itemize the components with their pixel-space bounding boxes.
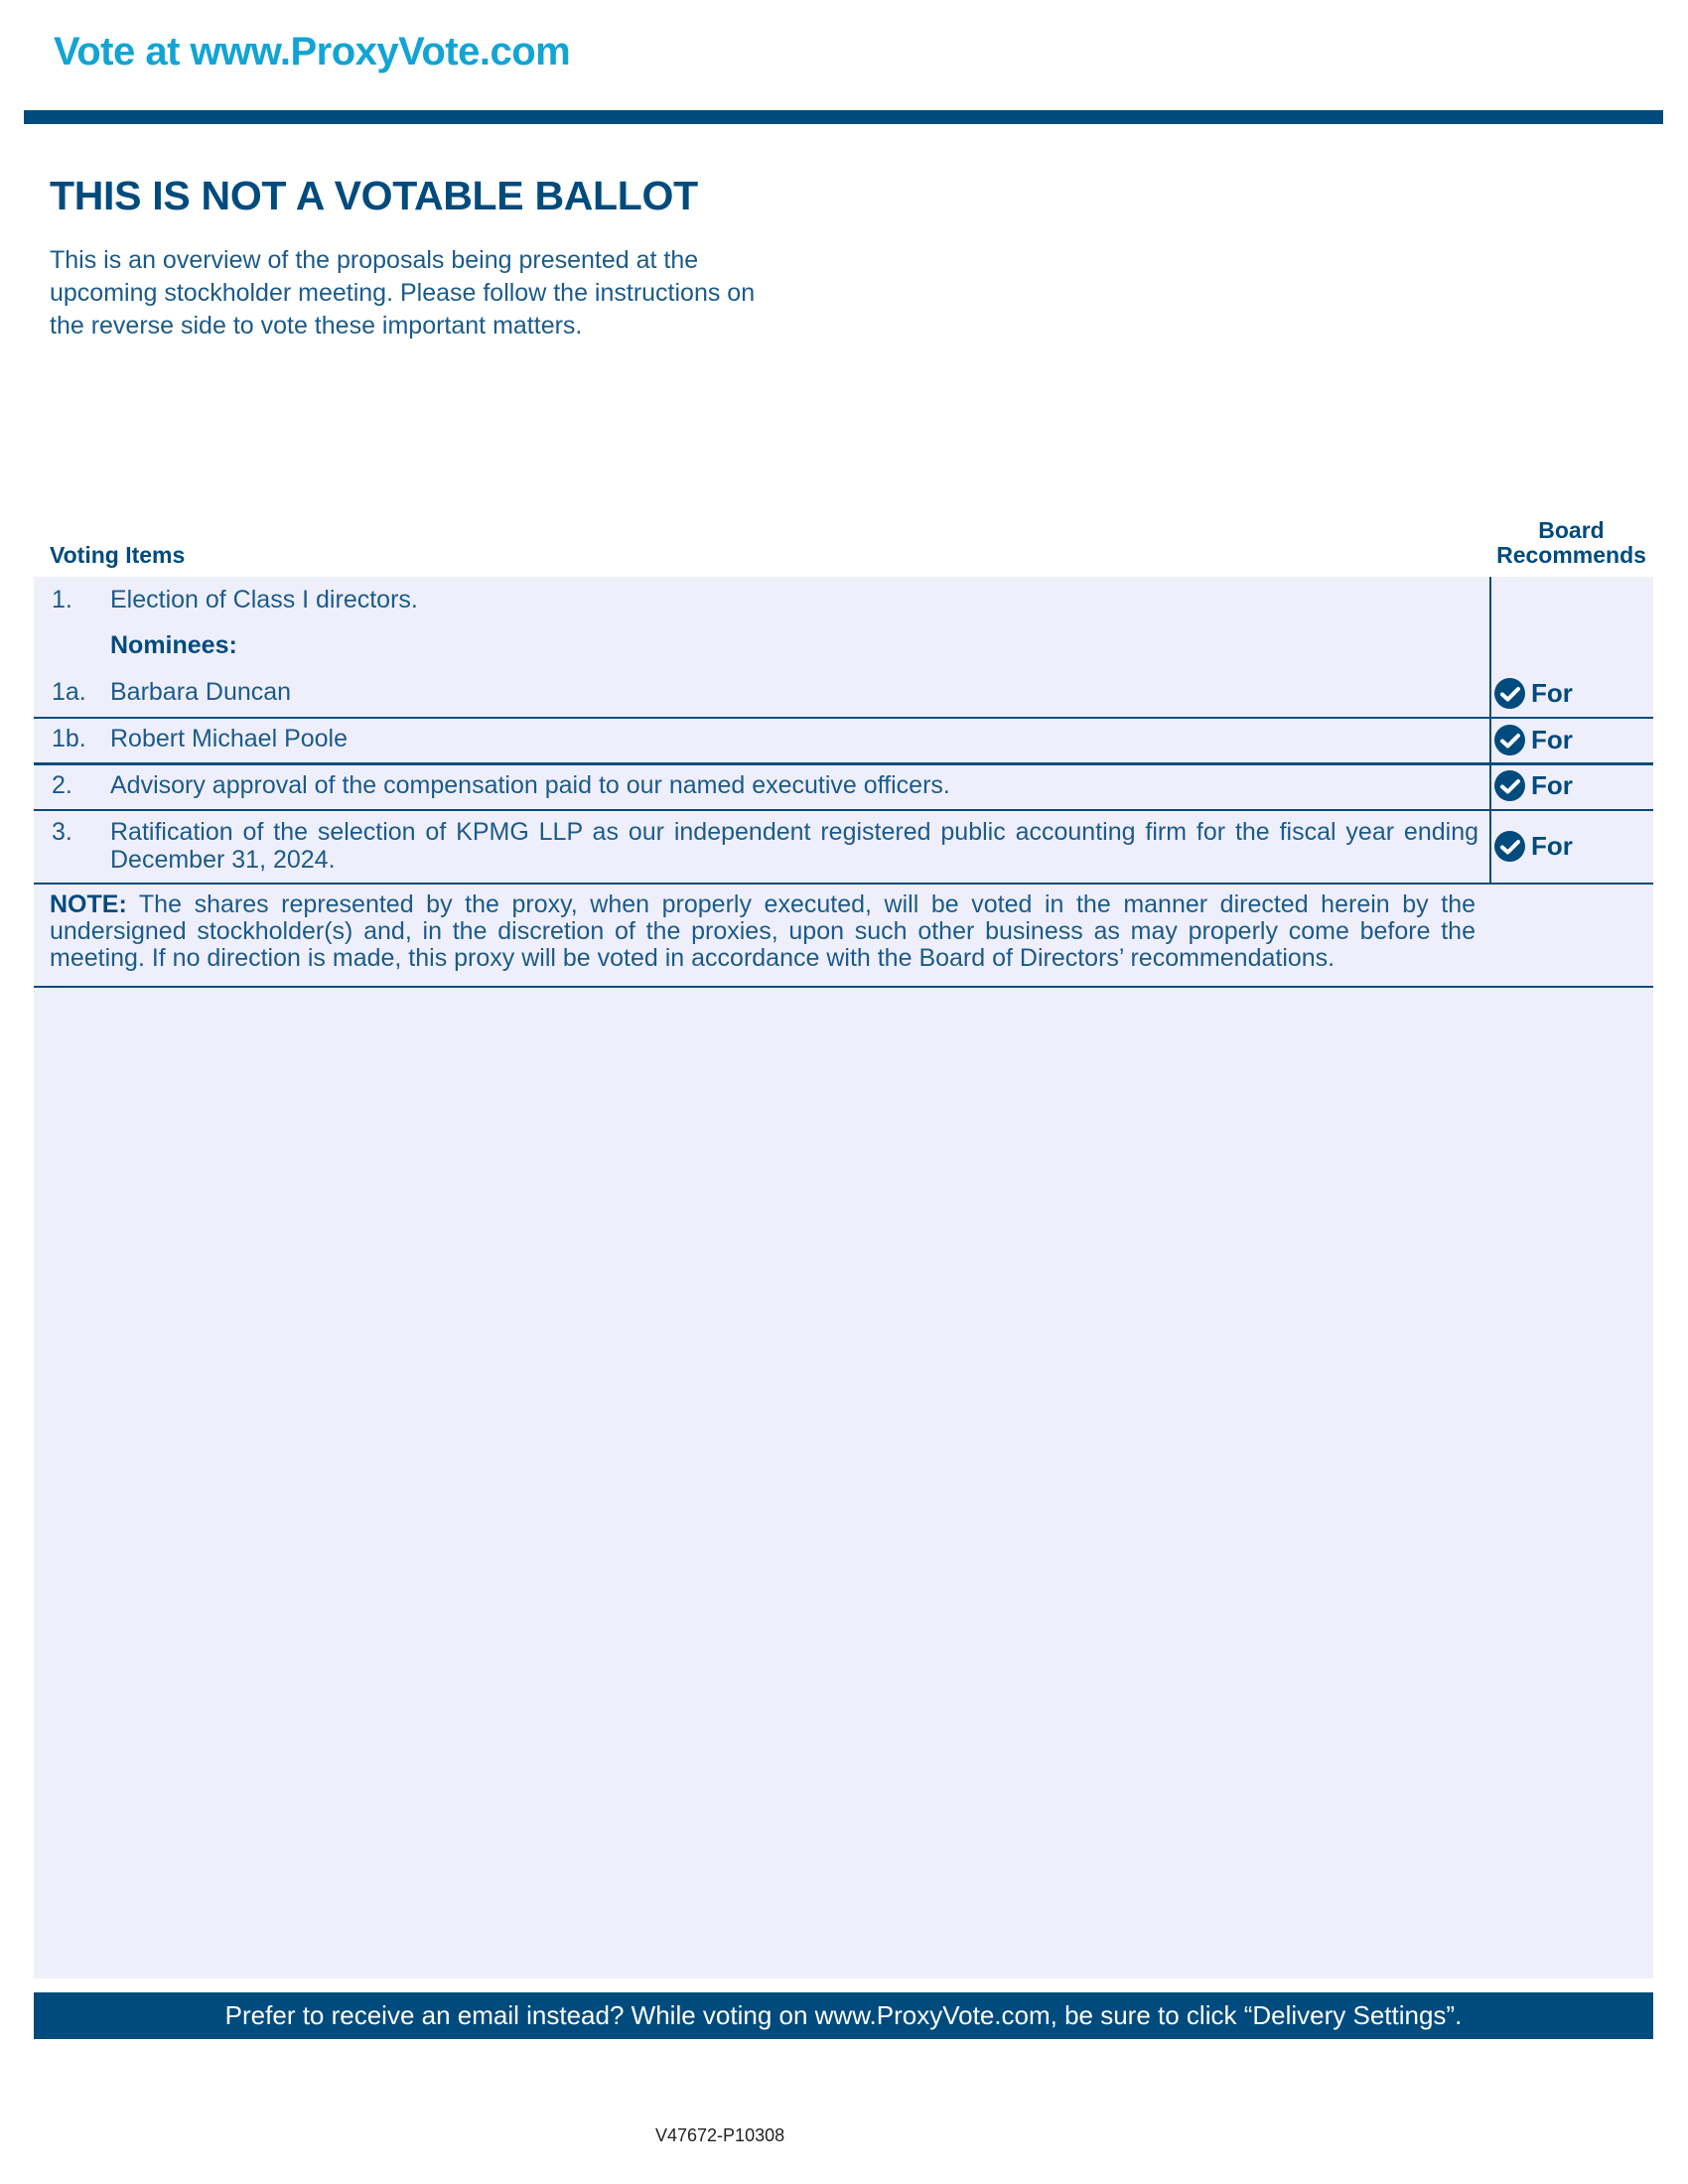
intro-paragraph	[50, 244, 844, 342]
item-text: Election of Class I directors.	[110, 586, 418, 614]
page-title: THIS IS NOT A VOTABLE BALLOT	[50, 173, 698, 218]
item-number: 1.	[52, 586, 72, 614]
nominees-label: Nominees:	[110, 631, 237, 659]
item-number: 3.	[52, 818, 72, 846]
board-header-line1: Board	[1538, 517, 1605, 543]
nominee-name: Robert Michael Poole	[110, 725, 349, 752]
proxy-note	[50, 891, 1476, 972]
recommendation-for	[1494, 831, 1573, 862]
item-number: 2.	[52, 771, 72, 799]
intro-line: the reverse side to vote these important matters.	[50, 312, 583, 340]
nominee-name: Barbara Duncan	[110, 678, 292, 706]
recommendation-for	[1494, 678, 1573, 709]
vote-at-proxyvote-link[interactable]: Vote at www.ProxyVote.com	[54, 30, 571, 73]
recommendation-for	[1494, 770, 1573, 801]
recommendation-for	[1494, 725, 1573, 755]
item-text: Advisory approval of the compensation paid to our named executive officers.	[110, 771, 950, 799]
row-divider	[34, 762, 1653, 765]
note-divider	[34, 986, 1653, 988]
intro-line: This is an overview of the proposals being presented at the	[50, 246, 699, 274]
board-header-line2: Recommends	[1496, 542, 1646, 568]
intro-line: upcoming stockholder meeting. Please follow the instructions on	[50, 279, 756, 307]
row-divider	[34, 883, 1653, 885]
recommendation-label: For	[1531, 678, 1573, 708]
recommend-column-divider	[1489, 577, 1491, 884]
check-circle-icon	[1494, 831, 1525, 862]
item-number: 1b.	[52, 725, 86, 752]
check-circle-icon	[1494, 725, 1525, 755]
recommendation-label: For	[1531, 770, 1573, 800]
banner-text: Prefer to receive an email instead? While voting on www.ProxyVote.com, be sure to click “Delivery Settings”.	[224, 2000, 1463, 2030]
header-divider-bar	[24, 110, 1663, 124]
board-recommends-header	[1489, 518, 1653, 568]
row-divider	[34, 717, 1653, 719]
row-divider	[34, 809, 1653, 811]
document-code: V47672-P10308	[655, 2125, 785, 2145]
note-label: NOTE:	[50, 890, 127, 918]
check-circle-icon	[1494, 770, 1525, 801]
delivery-settings-banner	[34, 1992, 1653, 2039]
item-text: Ratification of the selection of KPMG LLP as our independent registered public accounting firm for the fiscal year ending December 31, 2024.	[110, 818, 1478, 874]
voting-items-header: Voting Items	[50, 542, 186, 568]
note-text: The shares represented by the proxy, when properly executed, will be voted in the manner directed herein by the undersigned stockholder(s) and, in the discretion of the proxies, upon such other business as may properly come before the meeting. If no direction is made, this proxy will be voted in accordance with the Board of Directors’ recommendations.	[50, 890, 1476, 972]
recommendation-label: For	[1531, 831, 1573, 861]
check-circle-icon	[1494, 678, 1525, 709]
recommendation-label: For	[1531, 725, 1573, 754]
item-number: 1a.	[52, 678, 86, 706]
